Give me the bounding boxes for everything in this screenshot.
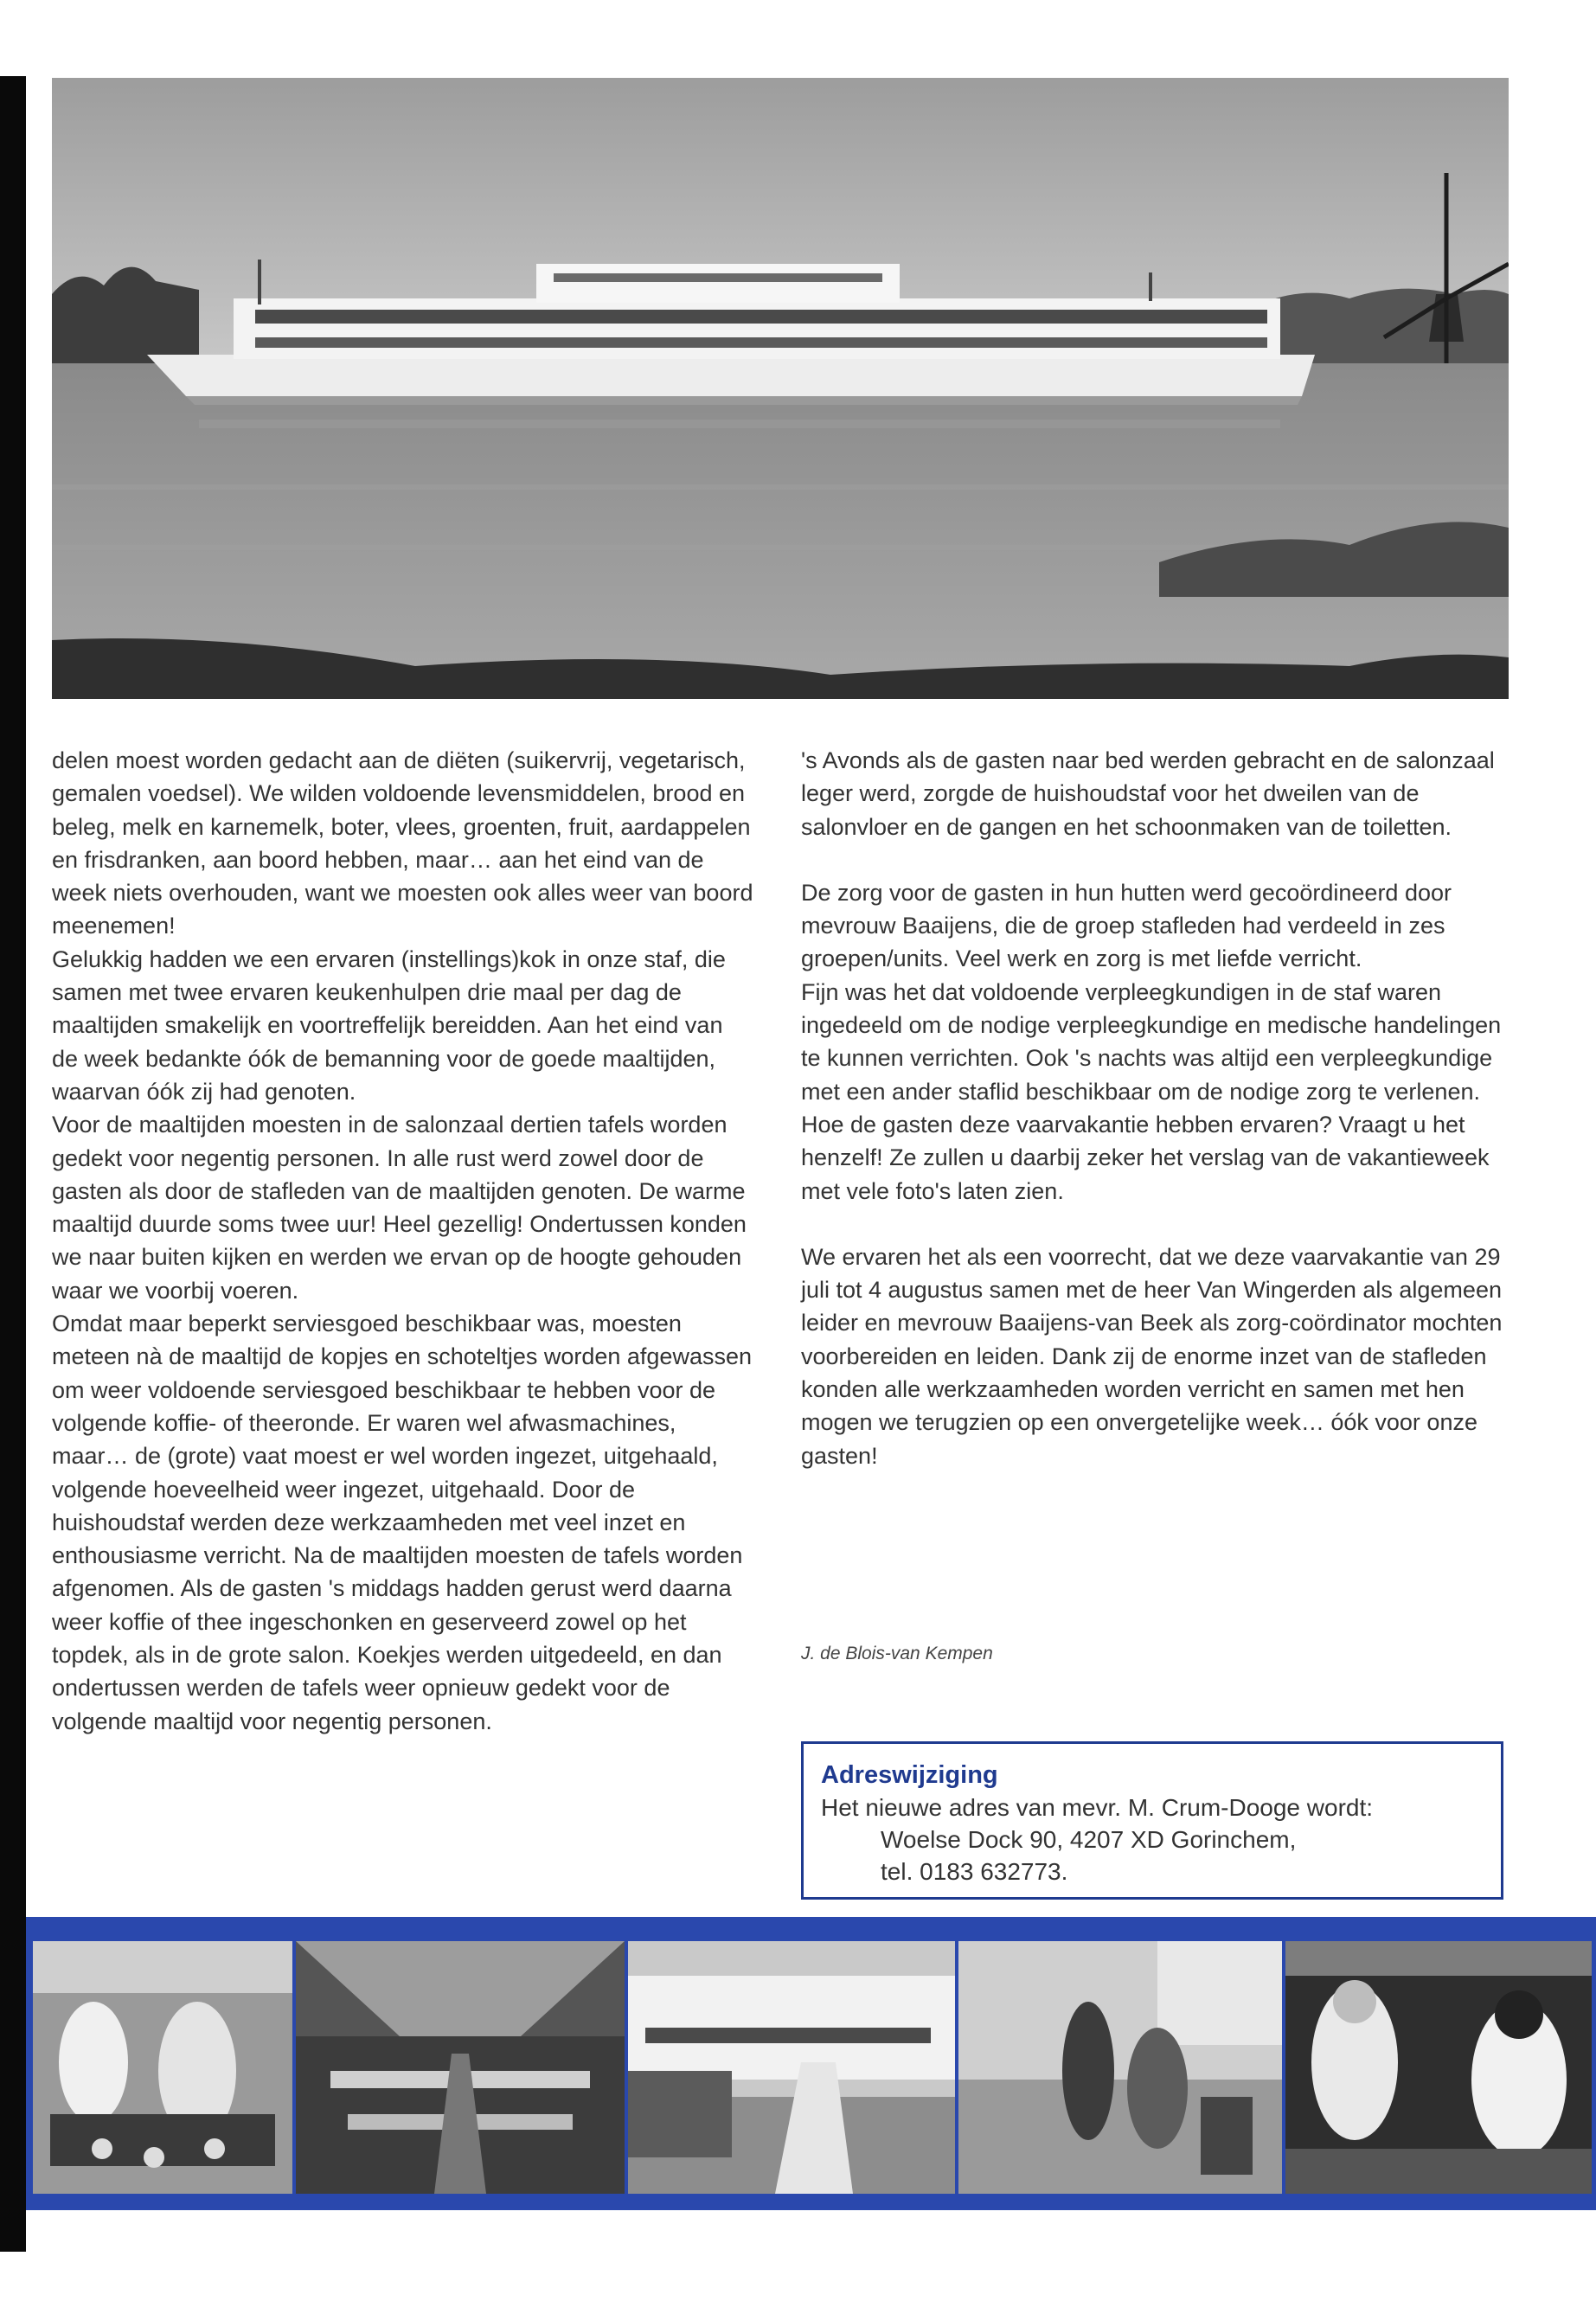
dining-room-photo (33, 1941, 292, 2194)
paragraph: Gelukkig hadden we een ervaren (instellings)kok in onze staf, die samen met twee ervaren keukenhulpen drie maal per dag de maaltijden smakelijk en voortreffelijk bereidden. Aan het eind van de week bedankte óók de bemanning voor de goede maaltijden, waarvan óók zij had genoten. (52, 945, 726, 1105)
paragraph: Omdat maar beperkt serviesgoed beschikbaar was, moesten meteen nà de maaltijd de kopjes en schoteltjes worden afgewassen om weer voldoende serviesgoed beschikbaar te hebben voor de volgende koffie- of theeronde. Er waren wel afwasmachines, maar… de (grote) vaat moest er wel worden ingezet, uitgehaald, volgende hoeveelheid weer ingezet, uitgehaald. Door de huishoudstaf werden deze werkzaamheden met veel inzet en enthousiasme verricht. Na de maaltijden moesten de tafels worden afgenomen. Als de gasten 's middags hadden gerust werd daarna weer koffie of thee ingeschonken en geserveerd zowel op het topdek, als in de grote salon. Koekjes werden uitgedeeld, en dan ondertussen werden de tafels weer opnieuw gedekt voor de volgende maaltijd voor negentig personen. (52, 1311, 752, 1734)
paragraph: De zorg voor de gasten in hun hutten werd gecoördineerd door mevrouw Baaijens, die de groep stafleden had verdeeld in zes groepen/units. Veel werk en zorg is met liefde verricht. (801, 879, 1452, 972)
address-phone: tel. 0183 632773. (881, 1858, 1068, 1885)
article-right-column (801, 744, 1503, 1472)
paragraph: Hoe de gasten deze vaarvakantie hebben ervaren? Vraagt u het henzelf! Ze zullen u daarbij zeker het verslag van de vakantieweek met vele foto's laten zien. (801, 1111, 1490, 1204)
ship-photo-illustration (52, 78, 1509, 699)
paragraph: We ervaren het als een voorrecht, dat we deze vaarvakantie van 29 juli tot 4 augustus samen met de heer Van Wingerden als algemeen leider en mevrouw Baaijens-van Beek als zorg-coördinator mochten voorbereiden en leiden. Dank zij de enorme inzet van de stafleden konden alle werkzaamheden worden verricht en samen met hen mogen we terugzien op een onvergetelijke week… óók voor onze gasten! (801, 1243, 1503, 1469)
address-box-intro: Het nieuwe adres van mevr. M. Crum-Dooge wordt: (821, 1794, 1374, 1821)
address-street: Woelse Dock 90, 4207 XD Gorinchem, (881, 1826, 1297, 1853)
address-change-box (801, 1741, 1503, 1900)
address-box-title: Adreswijziging (821, 1761, 998, 1789)
salon-interior-photo (296, 1941, 625, 2194)
author-signature: J. de Blois-van Kempen (801, 1644, 993, 1663)
article-left-column (52, 744, 754, 1738)
paragraph: Voor de maaltijden moesten in de salonzaal dertien tafels worden gedekt voor negentig personen. In alle rust werd zowel door de gasten als door de stafleden van de maaltijden genoten. De warme maaltijd duurde soms twee uur! Heel gezellig! Ondertussen konden we naar buiten kijken en werden we ervan op de hoogte gehouden waar we voorbij voeren. (52, 1112, 747, 1304)
river-cruise-ship-photo (52, 78, 1509, 699)
paragraph: 's Avonds als de gasten naar bed werden gebracht en de salonzaal leger werd, zorgde de huishoudstaf voor het dweilen van de salonvloer en de gangen en het schoonmaken van de toiletten. (801, 747, 1495, 840)
guests-on-deck-photo (958, 1941, 1282, 2194)
ship-gangway-photo (628, 1941, 955, 2194)
kitchen-staff-photo (1285, 1941, 1592, 2194)
paragraph: Fijn was het dat voldoende verpleegkundigen in de staf waren ingedeeld om de nodige verpleegkundige en medische handelingen te kunnen verrichten. Ook 's nachts was altijd een verpleegkundige met een ander staflid beschikbaar om de nodige zorg te verlenen. (801, 978, 1502, 1105)
paragraph-spacer (801, 843, 1503, 876)
paragraph: delen moest worden gedacht aan de diëten (suikervrij, vegetarisch, gemalen voedsel). We wilden voldoende levensmiddelen, brood en beleg, melk en karnemelk, boter, vlees, groenten, fruit, aardappelen en frisdranken, aan boord hebben, maar… aan het eind van de week niets overhouden, want we moesten ook alles weer van boord meenemen! (52, 747, 753, 939)
page-spine-edge (0, 76, 26, 2252)
photo-strip (26, 1917, 1596, 2210)
paragraph-spacer (801, 1208, 1503, 1240)
